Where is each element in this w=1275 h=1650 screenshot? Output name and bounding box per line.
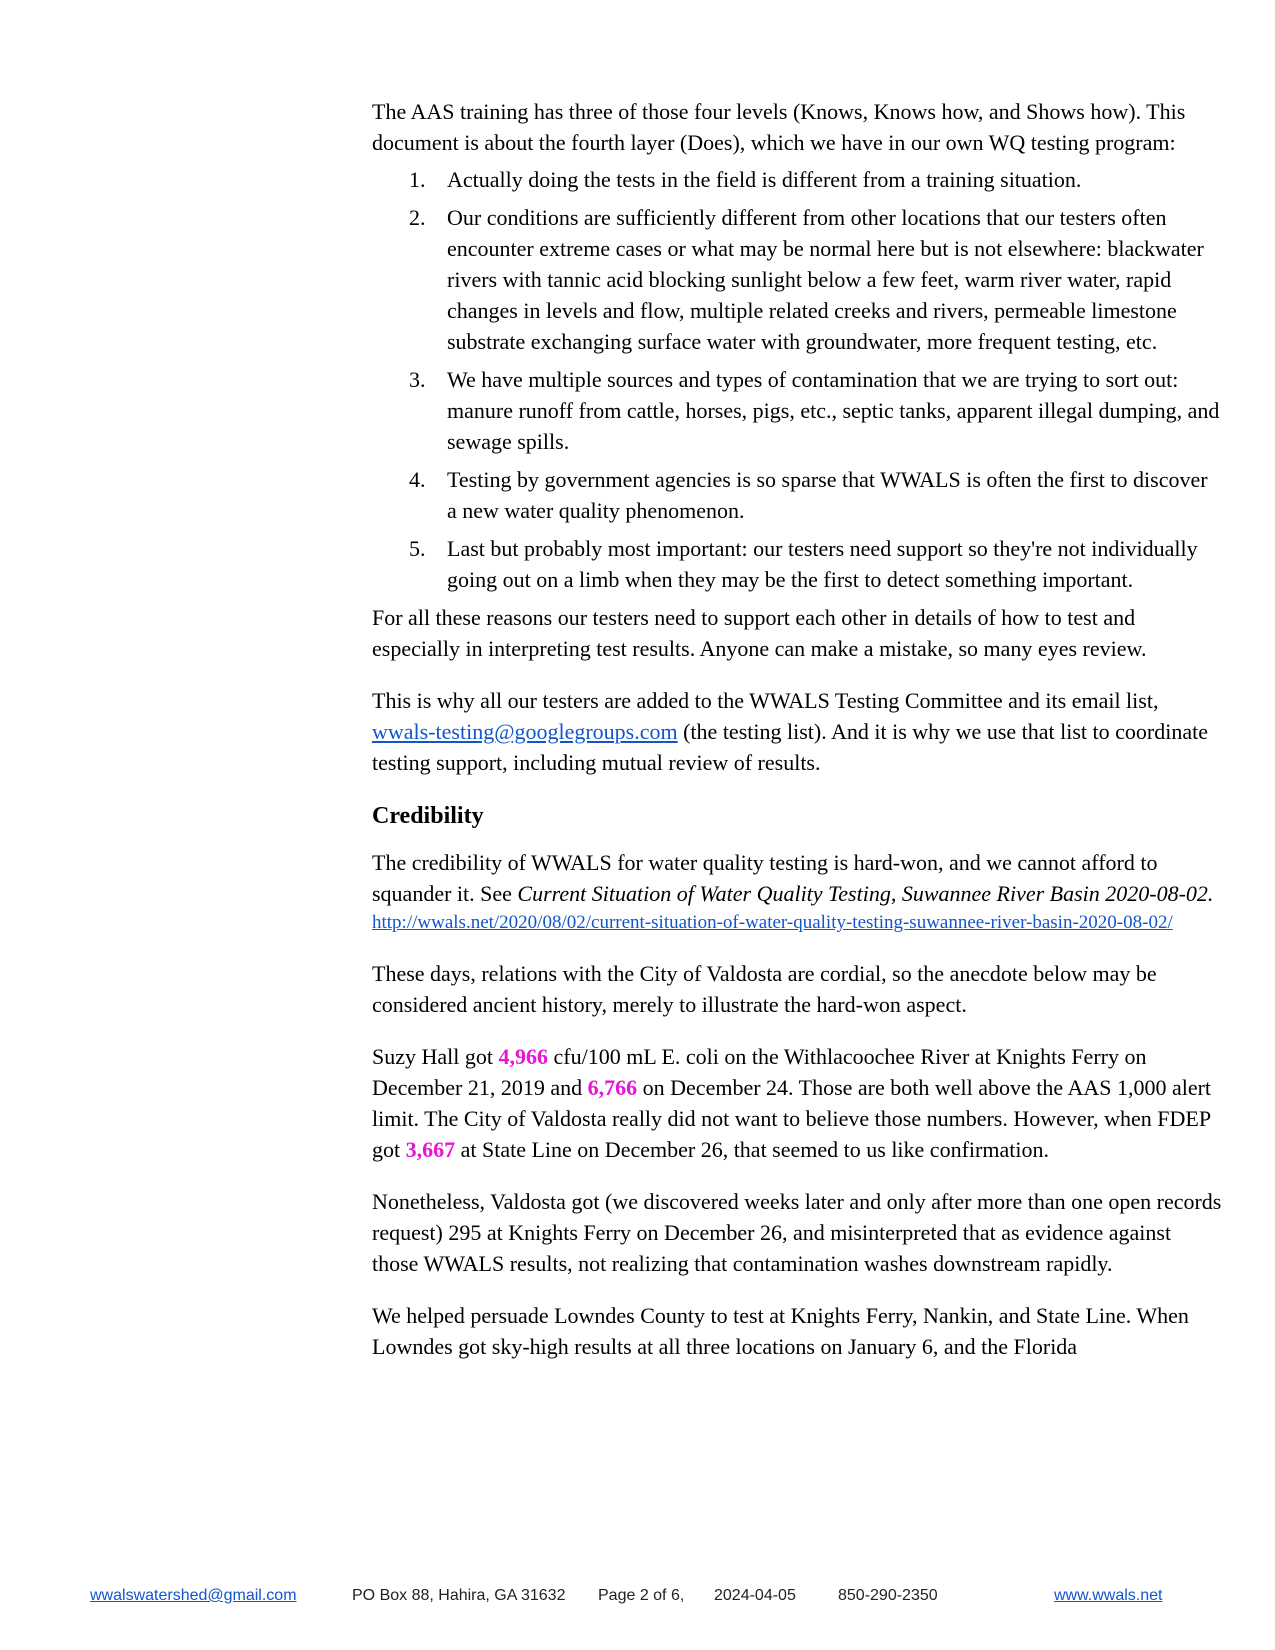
- highlight-value: 4,966: [498, 1044, 548, 1069]
- suzy-text: cfu/100 mL E. coli on the Withlacoochee River at Knights Ferry on December 21, 2019 and: [372, 1044, 1147, 1100]
- list-number: 5.: [409, 536, 426, 561]
- list-text: Last but probably most important: our testers need support so they're not individually going out on a limb when they may be the first to detect something important.: [447, 536, 1198, 592]
- footer-email-link[interactable]: wwalswatershed@gmail.com: [90, 1587, 297, 1604]
- lowndes-paragraph: We helped persuade Lowndes County to test at Knights Ferry, Nankin, and State Line. When Lowndes got sky-high results at all three locations on January 6, and the Florida: [372, 1303, 1189, 1359]
- page-footer: [0, 1587, 1275, 1611]
- list-number: 4.: [409, 467, 426, 492]
- list-text: Actually doing the tests in the field is different from a training situation.: [447, 167, 1082, 192]
- nonetheless-paragraph: Nonetheless, Valdosta got (we discovered weeks later and only after more than one open records request) 295 at Knights Ferry on December 26, and misinterpreted that as evidence against those WWALS results, not realizing that contamination washes downstream rapidly.: [372, 1189, 1222, 1276]
- credibility-text: The credibility of WWALS for water quality testing is hard-won, and we cannot afford to squander it. See: [372, 850, 1158, 906]
- credibility-paragraph: [372, 847, 1222, 937]
- list-item: [372, 364, 1222, 457]
- document-body: [372, 96, 1222, 1383]
- suzy-text: on December 24. Those are both well above the AAS 1,000 alert limit. The City of Valdosta really did not want to believe those numbers. However, when FDEP got: [372, 1075, 1212, 1162]
- suzy-paragraph: [372, 1041, 1222, 1165]
- committee-paragraph: [372, 685, 1222, 778]
- list-text: Testing by government agencies is so sparse that WWALS is often the first to discover a new water quality phenomenon.: [447, 467, 1208, 523]
- highlight-value: 6,766: [587, 1075, 638, 1100]
- credibility-heading: Credibility: [372, 803, 484, 829]
- report-url-link[interactable]: http://wwals.net/2020/08/02/current-situation-of-water-quality-testing-suwannee-river-basin-2020-08-02/: [372, 912, 1173, 933]
- list-item: [372, 164, 1222, 195]
- list-number: 1.: [409, 167, 426, 192]
- footer-page-number: Page 2 of 6,: [598, 1587, 685, 1604]
- list-item: [372, 464, 1222, 526]
- intro-paragraph: The AAS training has three of those four levels (Knows, Knows how, and Shows how). This document is about the fourth layer (Does), which we have in our own WQ testing program:: [372, 99, 1186, 155]
- list-text: Our conditions are sufficiently different from other locations that our testers often encounter extreme cases or what may be normal here but is not elsewhere: blackwater rivers with tannic acid blocking sunlight below a few feet, warm river water, rapid changes in levels and flow, multiple related creeks and rivers, permeable limestone substrate exchanging surface water with groundwater, more frequent testing, etc.: [447, 205, 1204, 354]
- suzy-text: Suzy Hall got: [372, 1044, 499, 1069]
- footer-date: 2024-04-05: [714, 1587, 796, 1604]
- reasons-paragraph: For all these reasons our testers need to support each other in details of how to test and especially in interpreting test results. Anyone can make a mistake, so many eyes review.: [372, 605, 1147, 661]
- suzy-text: at State Line on December 26, that seemed to us like confirmation.: [455, 1137, 1049, 1162]
- reasons-list: [372, 164, 1222, 595]
- footer-website-link[interactable]: www.wwals.net: [1054, 1587, 1163, 1604]
- committee-text-before: This is why all our testers are added to the WWALS Testing Committee and its email list,: [372, 688, 1159, 713]
- list-text: We have multiple sources and types of contamination that we are trying to sort out: manure runoff from cattle, horses, pigs, etc., septic tanks, apparent illegal dumping, and sewage spills.: [447, 367, 1220, 454]
- footer-address: PO Box 88, Hahira, GA 31632: [352, 1587, 566, 1604]
- relations-paragraph: These days, relations with the City of Valdosta are cordial, so the anecdote below may be considered ancient history, merely to illustrate the hard-won aspect.: [372, 961, 1157, 1017]
- footer-phone: 850-290-2350: [838, 1587, 938, 1604]
- list-item: [372, 202, 1222, 357]
- highlight-value: 3,667: [405, 1137, 456, 1162]
- testing-list-email-link[interactable]: wwals-testing@googlegroups.com: [372, 719, 678, 744]
- list-item: [372, 533, 1222, 595]
- list-number: 2.: [409, 205, 426, 230]
- list-number: 3.: [409, 367, 426, 392]
- committee-text-after: (the testing list). And it is why we use that list to coordinate testing support, including mutual review of results.: [372, 719, 1208, 775]
- report-title: Current Situation of Water Quality Testing, Suwannee River Basin 2020-08-02.: [517, 881, 1214, 906]
